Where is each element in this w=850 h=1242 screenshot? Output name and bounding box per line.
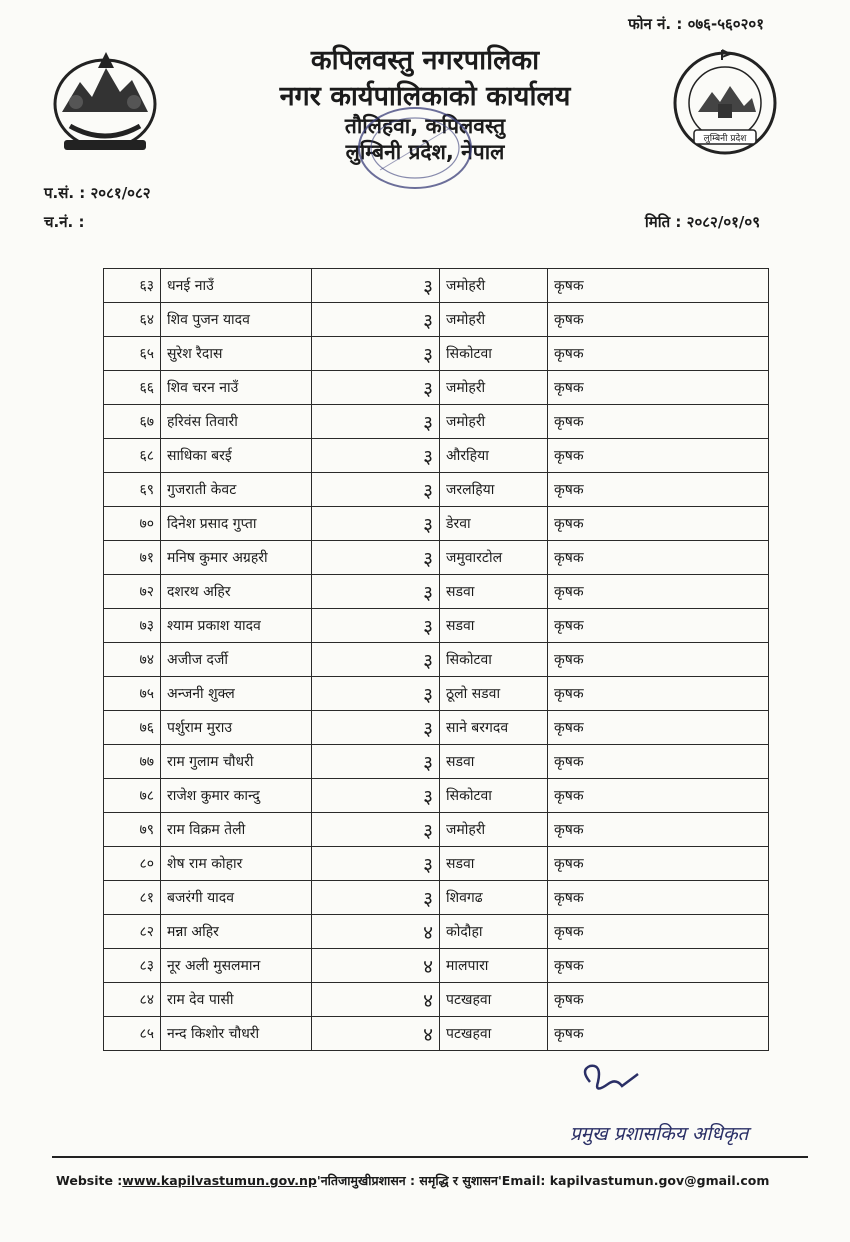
name-cell: हरिवंस तिवारी [161, 405, 312, 439]
occupation-cell: कृषक [548, 779, 769, 813]
name-cell: गुजराती केवट [161, 473, 312, 507]
serial-number-cell: ७६ [104, 711, 161, 745]
name-cell: अजीज दर्जी [161, 643, 312, 677]
address-cell: साने बरगदव [440, 711, 548, 745]
serial-number-cell: ६६ [104, 371, 161, 405]
ward-cell: ३ [312, 609, 440, 643]
serial-number-cell: ६८ [104, 439, 161, 473]
address-cell: डेरवा [440, 507, 548, 541]
name-cell: शेष राम कोहार [161, 847, 312, 881]
logo-caption: लुम्बिनी प्रदेश [703, 134, 747, 144]
office-province: लुम्बिनी प्रदेश, नेपाल [345, 140, 505, 164]
ward-cell: ४ [312, 915, 440, 949]
occupation-cell: कृषक [548, 405, 769, 439]
occupation-cell: कृषक [548, 1017, 769, 1051]
serial-number-cell: ७७ [104, 745, 161, 779]
address-cell: जमोहरी [440, 303, 548, 337]
occupation-cell: कृषक [548, 745, 769, 779]
ward-cell: ४ [312, 949, 440, 983]
ward-cell: ३ [312, 575, 440, 609]
table-row [104, 711, 769, 745]
table-row [104, 813, 769, 847]
ward-cell: ४ [312, 1017, 440, 1051]
occupation-cell: कृषक [548, 711, 769, 745]
occupation-cell: कृषक [548, 473, 769, 507]
address-cell: सिकोटवा [440, 337, 548, 371]
footer-contact [56, 1172, 769, 1189]
ward-cell: ३ [312, 439, 440, 473]
occupation-cell: कृषक [548, 915, 769, 949]
name-cell: अन्जनी शुक्ल [161, 677, 312, 711]
table-row [104, 269, 769, 303]
address-cell: जमोहरी [440, 813, 548, 847]
name-cell: सुरेश रैदास [161, 337, 312, 371]
address-cell: जमोहरी [440, 269, 548, 303]
name-cell: नन्द किशोर चौधरी [161, 1017, 312, 1051]
table-row [104, 371, 769, 405]
occupation-cell: कृषक [548, 643, 769, 677]
serial-number-cell: ६७ [104, 405, 161, 439]
occupation-cell: कृषक [548, 303, 769, 337]
office-stamp-icon [340, 100, 490, 210]
ward-cell: ३ [312, 337, 440, 371]
nepal-emblem-icon [40, 42, 170, 160]
ward-cell: ३ [312, 541, 440, 575]
serial-number-cell: ८१ [104, 881, 161, 915]
name-cell: राम विक्रम तेली [161, 813, 312, 847]
address-cell: पटखहवा [440, 983, 548, 1017]
phone-number: फोन नं. : ०७६-५६०२०१ [628, 15, 764, 33]
website-label: Website : [56, 1173, 123, 1188]
name-cell: नूर अली मुसलमान [161, 949, 312, 983]
table-row [104, 575, 769, 609]
ward-cell: ३ [312, 779, 440, 813]
occupation-cell: कृषक [548, 507, 769, 541]
ward-cell: ३ [312, 507, 440, 541]
email-address[interactable]: kapilvastumun.gov@gmail.com [549, 1173, 770, 1188]
name-cell: शिव चरन नाउँ [161, 371, 312, 405]
address-cell: मालपारा [440, 949, 548, 983]
reference-number: प.सं. : २०८१/०८२ [44, 184, 151, 202]
occupation-cell: कृषक [548, 677, 769, 711]
table-row [104, 507, 769, 541]
serial-number-cell: ६९ [104, 473, 161, 507]
table-row [104, 881, 769, 915]
occupation-cell: कृषक [548, 439, 769, 473]
table-row [104, 745, 769, 779]
table-row [104, 949, 769, 983]
serial-number-cell: ८४ [104, 983, 161, 1017]
serial-number-cell: ७४ [104, 643, 161, 677]
table-row [104, 915, 769, 949]
serial-number-cell: ८० [104, 847, 161, 881]
serial-number-cell: ६४ [104, 303, 161, 337]
ward-cell: ३ [312, 881, 440, 915]
ward-cell: ३ [312, 847, 440, 881]
address-cell: सडवा [440, 745, 548, 779]
name-cell: राम देव पासी [161, 983, 312, 1017]
ward-cell: ३ [312, 473, 440, 507]
address-cell: औरहिया [440, 439, 548, 473]
occupation-cell: कृषक [548, 541, 769, 575]
name-cell: साधिका बरई [161, 439, 312, 473]
ward-cell: ४ [312, 983, 440, 1017]
office-location: तौलिहवा, कपिलवस्तु [344, 114, 506, 138]
table-row [104, 779, 769, 813]
name-cell: दिनेश प्रसाद गुप्ता [161, 507, 312, 541]
name-cell: बजरंगी यादव [161, 881, 312, 915]
serial-number-cell: ७० [104, 507, 161, 541]
dispatch-number: च.नं. : [44, 213, 85, 231]
serial-number-cell: ८३ [104, 949, 161, 983]
footer-divider [52, 1156, 808, 1158]
signatory-title: प्रमुख प्रशासकिय अधिकृत [570, 1123, 749, 1145]
beneficiary-table [103, 268, 769, 1051]
ward-cell: ३ [312, 643, 440, 677]
serial-number-cell: ७९ [104, 813, 161, 847]
table-row [104, 303, 769, 337]
email-label: Email: [501, 1173, 546, 1188]
signature-icon [566, 1062, 786, 1157]
ward-cell: ३ [312, 269, 440, 303]
occupation-cell: कृषक [548, 337, 769, 371]
table-row [104, 609, 769, 643]
address-cell: पटखहवा [440, 1017, 548, 1051]
table-row [104, 473, 769, 507]
name-cell: मन्ना अहिर [161, 915, 312, 949]
occupation-cell: कृषक [548, 983, 769, 1017]
address-cell: जमोहरी [440, 405, 548, 439]
address-cell: सिकोटवा [440, 643, 548, 677]
name-cell: मनिष कुमार अग्रहरी [161, 541, 312, 575]
ward-cell: ३ [312, 371, 440, 405]
occupation-cell: कृषक [548, 949, 769, 983]
address-cell: सडवा [440, 609, 548, 643]
ward-cell: ३ [312, 813, 440, 847]
address-cell: जरलहिया [440, 473, 548, 507]
occupation-cell: कृषक [548, 371, 769, 405]
table-row [104, 439, 769, 473]
serial-number-cell: ६५ [104, 337, 161, 371]
address-cell: शिवगढ [440, 881, 548, 915]
name-cell: राम गुलाम चौधरी [161, 745, 312, 779]
ward-cell: ३ [312, 677, 440, 711]
ward-cell: ३ [312, 303, 440, 337]
address-cell: जमोहरी [440, 371, 548, 405]
occupation-cell: कृषक [548, 269, 769, 303]
ward-cell: ३ [312, 405, 440, 439]
table-row [104, 643, 769, 677]
table-row [104, 983, 769, 1017]
address-cell: ठूलो सडवा [440, 677, 548, 711]
ward-cell: ३ [312, 745, 440, 779]
address-cell: जमुवारटोल [440, 541, 548, 575]
name-cell: दशरथ अहिर [161, 575, 312, 609]
serial-number-cell: ७१ [104, 541, 161, 575]
serial-number-cell: ७३ [104, 609, 161, 643]
municipality-name: कपिलवस्तु नगरपालिका [310, 45, 540, 76]
serial-number-cell: ७८ [104, 779, 161, 813]
ward-cell: ३ [312, 711, 440, 745]
website-link[interactable]: www.kapilvastumun.gov.np [122, 1173, 317, 1188]
name-cell: राजेश कुमार कान्दु [161, 779, 312, 813]
office-name: नगर कार्यपालिकाको कार्यालय [279, 81, 571, 112]
address-cell: सडवा [440, 575, 548, 609]
name-cell: पर्शुराम मुराउ [161, 711, 312, 745]
footer-slogan: 'नतिजामुखीप्रशासन : समृद्धि र सुशासन' [316, 1173, 502, 1188]
table-row [104, 677, 769, 711]
serial-number-cell: ७२ [104, 575, 161, 609]
table-row [104, 405, 769, 439]
occupation-cell: कृषक [548, 881, 769, 915]
serial-number-cell: ६३ [104, 269, 161, 303]
name-cell: शिव पुजन यादव [161, 303, 312, 337]
serial-number-cell: ८५ [104, 1017, 161, 1051]
address-cell: कोदौहा [440, 915, 548, 949]
occupation-cell: कृषक [548, 609, 769, 643]
table-row [104, 337, 769, 371]
address-cell: सडवा [440, 847, 548, 881]
occupation-cell: कृषक [548, 575, 769, 609]
name-cell: श्याम प्रकाश यादव [161, 609, 312, 643]
table-row [104, 847, 769, 881]
letter-date: मिति : २०८२/०१/०९ [644, 213, 760, 231]
table-row [104, 541, 769, 575]
name-cell: धनई नाउँ [161, 269, 312, 303]
serial-number-cell: ७५ [104, 677, 161, 711]
occupation-cell: कृषक [548, 847, 769, 881]
address-cell: सिकोटवा [440, 779, 548, 813]
municipality-logo-icon [668, 46, 782, 160]
table-row [104, 1017, 769, 1051]
serial-number-cell: ८२ [104, 915, 161, 949]
occupation-cell: कृषक [548, 813, 769, 847]
